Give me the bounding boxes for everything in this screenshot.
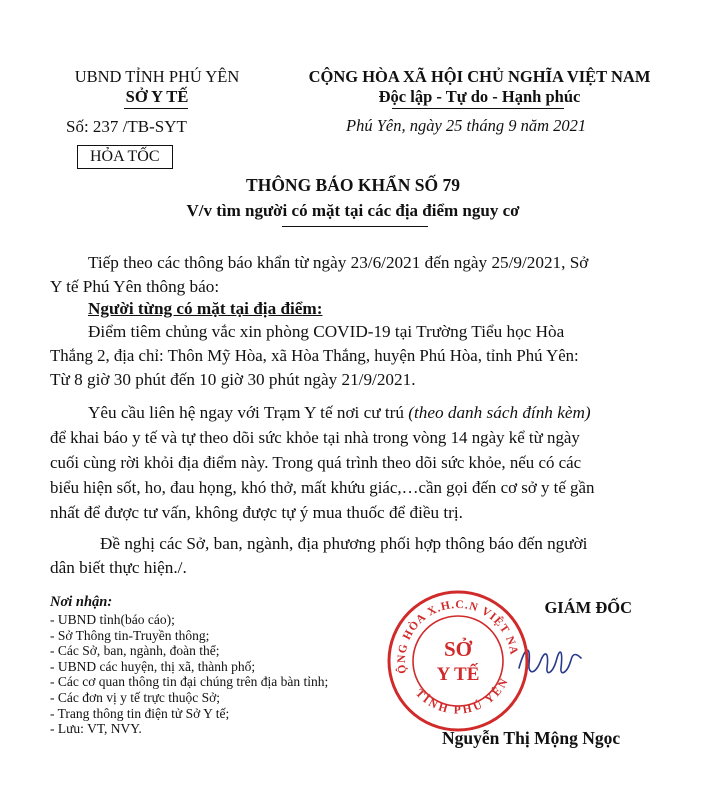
recipients-heading: Nơi nhận: xyxy=(50,594,113,610)
recipient-item: - Sở Thông tin-Truyền thông; xyxy=(50,627,210,643)
recipient-item: - Trang thông tin điện tử Sở Y tế; xyxy=(50,705,230,721)
seal-center-line-2: Y TẾ xyxy=(436,664,480,685)
issuing-department: SỞ Y TẾ xyxy=(125,87,189,106)
recipient-item: - UBND các huyện, thị xã, thành phố; xyxy=(50,658,256,674)
location-line-3: Từ 8 giờ 30 phút đến 10 giờ 30 phút ngày 21/9/2021. xyxy=(50,370,416,389)
closing-line-2: dân biết thực hiện./. xyxy=(50,558,187,577)
request-line-4: biểu hiện sốt, ho, đau họng, khó thở, mất khứu giác,…cần gọi đến cơ sở y tế gần xyxy=(50,478,595,497)
department-underline xyxy=(124,108,188,109)
recipients-list xyxy=(50,612,328,737)
recipient-item: - Các cơ quan thông tin đại chúng trên địa bàn tỉnh; xyxy=(50,674,329,690)
document-title: THÔNG BÁO KHẨN SỐ 79 xyxy=(246,175,460,195)
recipient-item: - UBND tỉnh(báo cáo); xyxy=(50,612,175,627)
motto-underline xyxy=(392,108,564,109)
recipient-item: - Các Sở, ban, ngành, đoàn thể; xyxy=(50,643,220,659)
intro-line-2: Y tế Phú Yên thông báo: xyxy=(50,277,220,296)
place-date: Phú Yên, ngày 25 tháng 9 năm 2021 xyxy=(346,116,587,135)
signatory-role: GIÁM ĐỐC xyxy=(544,598,632,617)
document-number: Số: 237 /TB-SYT xyxy=(66,117,187,136)
seal-ring-text: CỘNG HÒA X.H.C.N VIỆT NAM xyxy=(395,598,520,675)
section-heading: Người từng có mặt tại địa điểm: xyxy=(88,299,323,318)
request-text: Yêu cầu liên hệ ngay với Trạm Y tế nơi cư trú xyxy=(88,403,409,422)
intro-line-1: Tiếp theo các thông báo khẩn từ ngày 23/6/2021 đến ngày 25/9/2021, Sở xyxy=(88,253,589,272)
recipient-item: - Các đơn vị y tế trực thuộc Sở; xyxy=(50,689,221,705)
recipient-item: - Lưu: VT, NVY. xyxy=(50,721,142,737)
urgency-box: HỎA TỐC xyxy=(77,145,173,169)
issuing-authority: UBND TỈNH PHÚ YÊN xyxy=(74,67,240,86)
seal-bottom-text: TỈNH PHÚ YÊN xyxy=(412,676,511,717)
subject-underline xyxy=(282,226,428,227)
request-line-1 xyxy=(88,401,591,425)
seal-center-line-1: SỞ xyxy=(443,637,473,661)
country-name: CỘNG HÒA XÃ HỘI CHỦ NGHĨA VIỆT NAM xyxy=(308,67,651,86)
request-line-3: cuối cùng rời khỏi địa điểm này. Trong quá trình theo dõi sức khỏe, nếu có các xyxy=(50,453,582,472)
request-line-5: nhất để được tư vấn, không được tự ý mua thuốc để điều trị. xyxy=(50,503,463,522)
location-line-1: Điểm tiêm chủng vắc xin phòng COVID-19 tại Trường Tiểu học Hòa xyxy=(88,322,565,341)
location-line-2: Thắng 2, địa chỉ: Thôn Mỹ Hòa, xã Hòa Thắng, huyện Phú Hòa, tỉnh Phú Yên: xyxy=(50,346,579,365)
official-seal xyxy=(383,586,533,736)
national-motto: Độc lập - Tự do - Hạnh phúc xyxy=(378,87,581,106)
request-line-2: để khai báo y tế và tự theo dõi sức khỏe tại nhà trong vòng 14 ngày kể từ ngày xyxy=(50,428,580,447)
document-subject: V/v tìm người có mặt tại các địa điểm nguy cơ xyxy=(186,201,520,220)
closing-line-1: Đề nghị các Sở, ban, ngành, địa phương phối hợp thông báo đến người xyxy=(100,534,588,553)
signatory-name: Nguyễn Thị Mộng Ngọc xyxy=(442,728,621,748)
attachment-note: (theo danh sách đính kèm) xyxy=(408,403,591,422)
